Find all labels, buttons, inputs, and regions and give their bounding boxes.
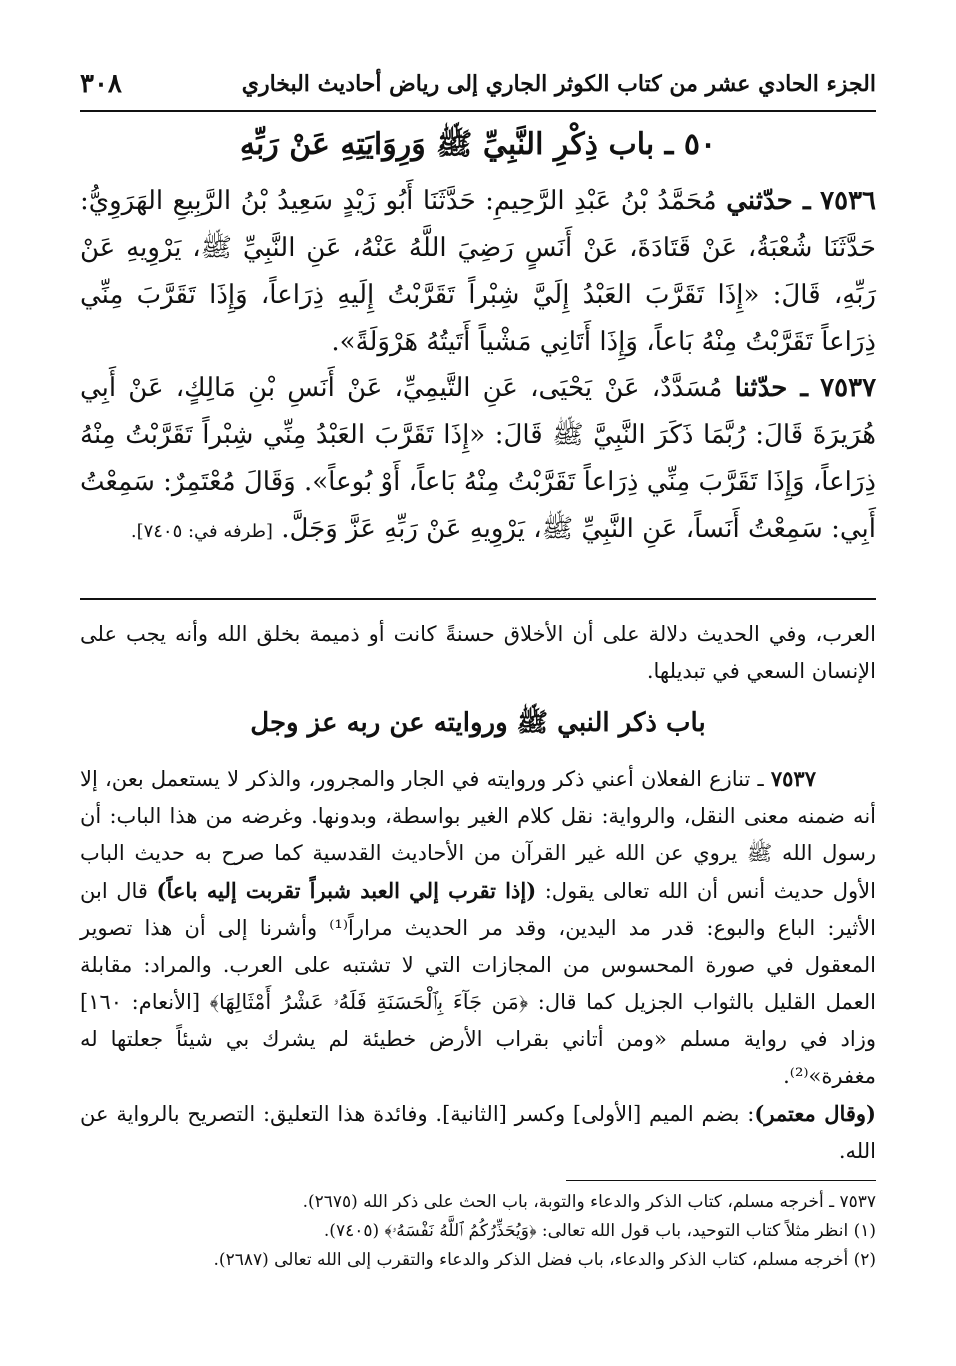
commentary-quote: (إذا تقرب إلي العبد شبراً تقربت إليه باعاً): [156, 878, 537, 903]
page-header: [80, 58, 876, 112]
footnote: (٢) أخرجه مسلم، كتاب الذكر والدعاء، باب فضل الذكر والدعاء والتقرب إلى الله تعالى (٢٦٨٧).: [213, 1250, 876, 1270]
footnotes: [80, 1188, 876, 1275]
hadith-text: مُسَدَّدٌ، عَنْ يَحْيَى، عَنِ التَّيمِيِّ، عَنْ أَنَسِ بْنِ مَالِكٍ، عَنْ أَبِي هُرَيرَةَ قَالَ: رُبَّمَا ذَكَرَ النَّبِيَّ ﷺ قَالَ: «إِذَا تَقَرَّبَ العَبْدُ مِنِّي شِبْراً تَقَرَّبْتُ مِنْهُ ذِرَاعاً، وَإِذَا تَقَرَّبَ مِنِّي ذِرَاعاً تَقَرَّبْتُ مِنْهُ بَاعاً، أَوْ بُوعاً». وَقَالَ مُعْتَمِرٌ: سَمِعْتُ أَبِي: سَمِعْتُ أَنَساً، عَنِ النَّبِيِّ ﷺ، يَرْوِيهِ عَنْ رَبِّهِ عَزَّ وَجَلَّ.: [80, 373, 876, 544]
footnote: (١) انظر مثلاً كتاب التوحيد، باب قول الله تعالى: ﴿وَيُحَذِّرُكُمُ ٱللَّهُ نَفْسَهُۥ﴾ (٧٤٠٥).: [323, 1221, 876, 1241]
hadith-lead-word: حدّثني: [726, 186, 793, 216]
footnote: ٧٥٣٧ ـ أخرجه مسلم، كتاب الذكر والدعاء والتوبة، باب الحث على ذكر الله (٢٦٧٥).: [302, 1192, 876, 1212]
commentary-body: [80, 760, 876, 1170]
chapter-title: ٥٠ ـ باب ذِكْرِ النَّبِيِّ ﷺ وَرِوَايَتِهِ عَنْ رَبِّهِ: [239, 127, 717, 162]
commentary-title: باب ذكر النبي ﷺ وروايته عن ربه عز وجل: [250, 708, 706, 738]
hadith-lead: ـ حدّثني: [726, 186, 811, 216]
commentary-text: قال ابن الأثير: الباع والبوع: قدر مد اليدين، وقد مر الحديث مراراً⁽¹⁾ وأشرنا إلى أن هذا تصوير المعقول في صورة المحسوس من المجازات التي لا تشتبه على العرب. والمراد: مقابلة العمل القليل بالثواب الجزيل كما قال: ﴿مَن جَآءَ بِٱلْحَسَنَةِ فَلَهُۥ عَشْرُ أَمْثَالِهَا﴾ [الأنعام: ١٦٠] وزاد في رواية مسلم «ومن أتاني بقراب الأرض خطيئة لم يشرك بي شيئاً جعلتها له مغفرة»⁽²⁾.: [80, 879, 876, 1088]
hadith-lead: ـ حدّثنا: [734, 373, 808, 403]
commentary-text: ـ تنازع الفعلان أعني ذكر وروايته في الجار والمجرور، والذكر لا يستعمل بعن، إلا أنه ضمنه معنى النقل، والرواية: نقل كلام الغير بواسطة، وبدونها. وغرضه من هذا الباب: أن رسول الله ﷺ يروي عن الله غير القرآن من الأحاديث القدسية كما صرح به حديث الباب الأول حديث أنس أن الله تعالى يقول:: [80, 767, 876, 903]
hadith-text: مُحَمَّدُ بْنُ عَبْدِ الرَّحِيمِ: حَدَّثَنَا أَبُو زَيْدٍ سَعِيدُ بْنُ الرَّبِيعِ الهَرَوِيُّ: حَدَّثَنَا شُعْبَةُ، عَنْ قَتَادَةَ، عَنْ أَنَسٍ رَضِيَ اللَّهُ عَنْهُ، عَنِ النَّبِيِّ ﷺ، يَرْوِيهِ عَنْ رَبِّهِ، قَالَ: «إِذَا تَقَرَّبَ العَبْدُ إِلَيَّ شِبْراً تَقَرَّبْتُ إِلَيهِ ذِرَاعاً، وَإِذَا تَقَرَّبَ مِنِّي ذِرَاعاً تَقَرَّبْتُ مِنْهُ بَاعاً، وَإِذَا أَتَانِي مَشْياً أَتَيتُهُ هَرْوَلَةً».: [80, 186, 876, 357]
hadith-lead-word: حدّثنا: [734, 373, 788, 403]
commentary-intro: [80, 616, 876, 690]
hadith-number: ٧٥٣٧: [820, 373, 877, 403]
commentary-text: : بضم الميم [الأولى] وكسر [الثانية]. وفائدة هذا التعليق: التصريح بالرواية عن الله.: [80, 1102, 876, 1163]
hadith-number: ٧٥٣٦: [820, 186, 876, 216]
page-number: ٣٠٨: [80, 69, 122, 99]
section-divider: [80, 598, 876, 600]
running-title: الجزء الحادي عشر من كتاب الكوثر الجاري إلى رياض أحاديث البخاري: [241, 71, 876, 97]
footnote-divider: [566, 1180, 876, 1181]
commentary-quote: (وقال معتمر): [754, 1101, 876, 1126]
commentary-number: ٧٥٣٧: [770, 766, 816, 791]
hadith-7537: [80, 365, 876, 555]
commentary-paragraph: [80, 760, 876, 1095]
commentary-paragraph: [80, 1095, 876, 1170]
commentary-intro-text: العرب، وفي الحديث دلالة على أن الأخلاق حسنةً كانت أو ذميمة بخلق الله وأنه يجب على الإنسان السعي في تبديلها.: [80, 622, 876, 683]
hadith-reference: [طرفه في: ٧٤٠٥].: [130, 521, 273, 542]
hadith-7536: [80, 178, 876, 366]
